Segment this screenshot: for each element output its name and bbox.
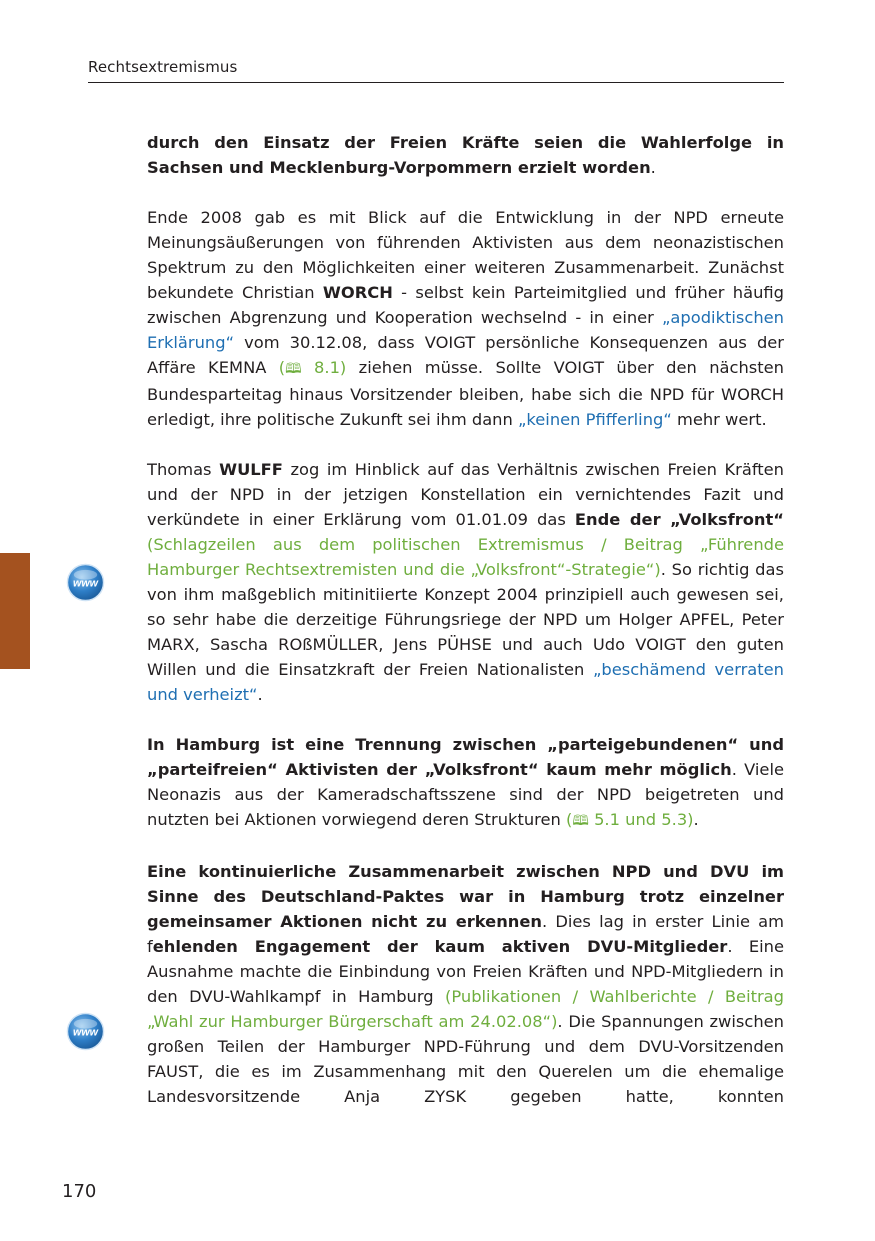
text: . [693, 810, 699, 829]
paragraph-5 [147, 859, 784, 1109]
bold-text: Ende der „Volksfront“ [574, 510, 784, 529]
paragraph-3 [147, 457, 784, 707]
web-reference[interactable]: (Schlagzeilen aus dem politischen Extremismus / Beitrag „Führende Hamburger Rechtsextremisten und die „Volksfront“-Strategie“) [147, 535, 784, 579]
web-reference[interactable]: (Publikationen / Wahlberichte / Beitrag „Wahl zur Hamburger Bürgerschaft am 24.02.08“) [147, 987, 784, 1031]
bold-text: Eine kontinuierliche Zusammenarbeit zwischen NPD und DVU im Sinne des Deutschland-Paktes war in Hamburg trotz einzelner gemeinsamer Aktionen nicht zu erkennen [147, 862, 784, 931]
text: - selbst kein Parteimitglied und früher häufig zwischen Abgrenzung und Kooperation wechselnd - in einer [147, 283, 785, 327]
bold-text: In Hamburg ist eine Trennung zwischen „parteigebundenen“ und „parteifreien“ Aktivisten der „Volksfront“ kaum mehr möglich [147, 735, 784, 779]
page-number: 170 [62, 1181, 97, 1202]
cross-reference[interactable] [566, 810, 694, 829]
paragraph-2 [147, 205, 784, 432]
text: zog im Hinblick auf das Verhältnis zwischen Freien Kräften und der NPD in der jetzigen Konstellation ein vernichtendes Fazit und verkündete in einer Erklärung vom 01.01.09 das [147, 460, 784, 529]
text: . Dies lag in erster Linie am f [147, 912, 785, 956]
text: vom 30.12.08, dass VOIGT persönliche Konsequenzen aus der Affäre KEMNA [147, 333, 784, 377]
ref-text: 8.1) [301, 358, 347, 377]
paragraph-1 [147, 130, 784, 180]
bold-text: durch den Einsatz der Freien Kräfte seien die Wahlerfolge in Sachsen und Mecklenburg-Vorpommern erzielt worden [147, 133, 784, 177]
quote-link[interactable]: „apodiktischen Erklärung“ [147, 308, 784, 352]
ref-open: ( [566, 810, 573, 829]
running-header: Rechtsextremismus [88, 58, 238, 76]
bold-text: ehlenden Engagement der kaum aktiven DVU-Mitglieder [152, 937, 728, 956]
book-icon: 🕮 [285, 361, 302, 377]
header-divider [88, 82, 784, 83]
text: ziehen müsse. Sollte VOIGT über den nächsten Bundesparteitag hinaus Vorsitzender bleiben, habe sich die NPD für WORCH erledigt, ihre politische Zukunft sei ihm dann [147, 358, 784, 429]
www-icon[interactable] [66, 1012, 105, 1051]
www-icon[interactable] [66, 563, 105, 602]
bold-text: WULFF [219, 460, 283, 479]
text: . [650, 158, 656, 177]
ref-text: 5.1 und 5.3) [588, 810, 694, 829]
paragraph-4 [147, 732, 784, 834]
quote-link[interactable]: „keinen Pfifferling“ [518, 410, 672, 429]
chapter-thumb-tab [0, 553, 30, 669]
text: . [257, 685, 263, 704]
www-icon-label: www [72, 1026, 99, 1039]
text: Ende 2008 gab es mit Blick auf die Entwicklung in der NPD erneute Meinungsäußerungen von führenden Aktivisten aus dem neonazistischen Spektrum zu den Möglichkeiten einer weiteren Zusammenarbeit. Zunächst bekundete Christian [147, 208, 784, 302]
text: Thomas [147, 460, 220, 479]
text: . So richtig das von ihm maßgeblich mitinitiierte Konzept 2004 prinzipiell auch gewesen sei, so sehr habe die derzeitige Führungsriege der NPD um Holger APFEL, Peter MARX, Sascha ROßMÜLLER, Jens PÜHSE und auch Udo VOIGT den guten Willen und die Einsatzkraft der Freien Nationalisten [147, 560, 784, 679]
text: mehr wert. [671, 410, 767, 429]
bold-text: WORCH [322, 283, 393, 302]
text: . Die Spannungen zwischen großen Teilen der Hamburger NPD-Führung und dem DVU-Vorsitzenden FAUST, die es im Zusammenhang mit den Querelen um die ehemalige Landesvorsitzende Anja ZYSK gegeben hatte, konnten [147, 1012, 784, 1106]
text: . Eine Ausnahme machte die Einbindung von Freien Kräften und NPD-Mitgliedern in den DVU-Wahlkampf in Hamburg [147, 937, 785, 1006]
book-icon: 🕮 [572, 813, 589, 829]
www-icon-label: www [72, 577, 99, 590]
cross-reference[interactable] [279, 358, 347, 377]
ref-open: ( [278, 358, 286, 377]
quote-link[interactable]: „beschämend verraten und verheizt“ [147, 660, 785, 704]
text: . Viele Neonazis aus der Kameradschaftsszene sind der NPD beigetreten und nutzten bei Aktionen vorwiegend deren Strukturen [147, 760, 784, 829]
body-text [147, 130, 784, 1134]
